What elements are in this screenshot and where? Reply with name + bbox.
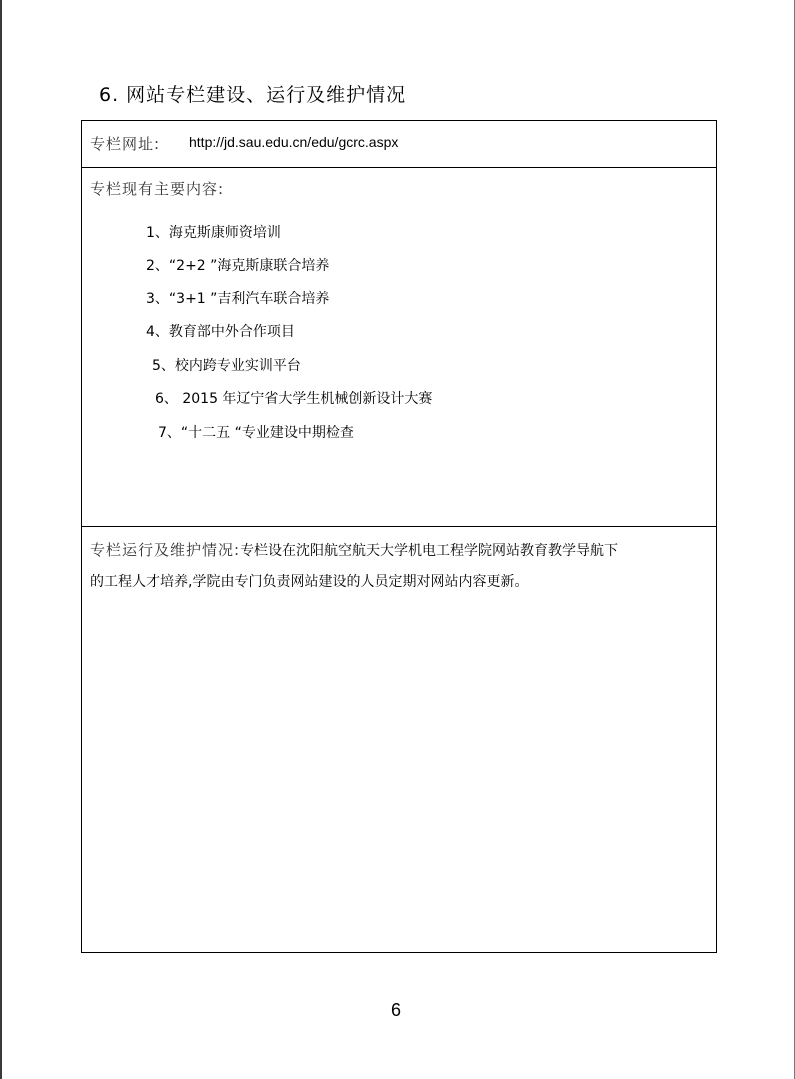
operations-label: 专栏运行及维护情况: xyxy=(90,541,241,559)
operations-line-2: 的工程人才培养,学院由专门负责网站建设的人员定期对网站内容更新。 xyxy=(90,574,529,590)
url-row xyxy=(82,121,716,168)
list-item: 6、 2015 年辽宁省大学生机械创新设计大赛 xyxy=(155,391,433,407)
list-item: 3、“3+1 ”吉利汽车联合培养 xyxy=(146,291,330,307)
content-label: 专栏现有主要内容: xyxy=(90,180,225,198)
list-item: 2、“2+2 ”海克斯康联合培养 xyxy=(146,258,330,274)
page-number: 6 xyxy=(391,1000,402,1020)
url-label: 专栏网址: xyxy=(90,135,161,153)
operations-text-1: 专栏设在沈阳航空航天大学机电工程学院网站教育教学导航下 xyxy=(240,543,619,559)
operations-row xyxy=(82,527,716,951)
content-row xyxy=(82,168,716,527)
list-item: 4、教育部中外合作项目 xyxy=(146,324,295,340)
list-item: 1、海克斯康师资培训 xyxy=(146,225,281,241)
website-column-table xyxy=(81,120,717,953)
section-title: 6. 网站专栏建设、运行及维护情况 xyxy=(99,84,407,106)
url-link[interactable]: http://jd.sau.edu.cn/edu/gcrc.aspx xyxy=(189,134,399,150)
page-border-left xyxy=(0,0,2,1079)
operations-line-1 xyxy=(90,539,618,560)
list-item: 7、“十二五 “专业建设中期检查 xyxy=(158,425,354,441)
list-item: 5、校内跨专业实训平台 xyxy=(152,358,301,374)
